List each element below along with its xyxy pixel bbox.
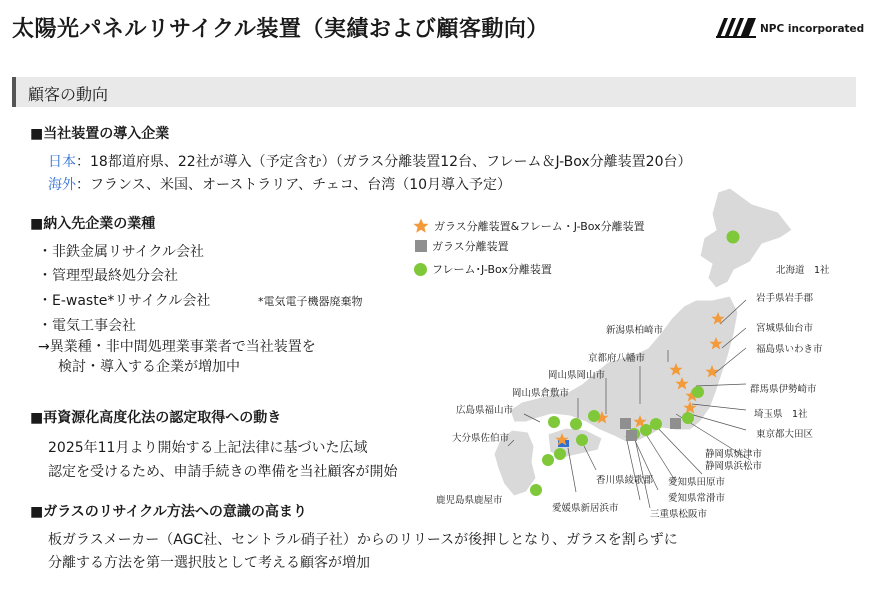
marker-circle [692, 386, 704, 398]
marker-circle [576, 434, 588, 446]
map-label-saitama: 埼玉県 1社 [754, 409, 808, 420]
section-header [12, 77, 856, 107]
map-label-okayama: 岡山県岡山市 [548, 370, 606, 381]
marker-circle [570, 418, 582, 430]
marker-circle [650, 418, 662, 430]
marker-circle [682, 412, 694, 424]
map-label-hamamatsu: 静岡県浜松市 [705, 461, 763, 472]
marker-circle [727, 231, 740, 244]
legend-circle-label: フレーム･J-Box分離装置 [432, 263, 552, 276]
law-heading: ■再資源化高度化法の認定取得への動き [30, 410, 282, 426]
marker-circle [554, 448, 566, 460]
glass-line2: 分離する方法を第一選択肢として考える顧客が増加 [48, 555, 370, 571]
marker-circle [548, 416, 560, 428]
map-label-kagoshima: 鹿児島県鹿屋市 [436, 495, 503, 506]
adoption-heading: ■当社装置の導入企業 [30, 126, 170, 142]
map-label-yaizu: 静岡県焼津市 [705, 449, 763, 460]
map-label-kagawa: 香川県綾歌郡 [596, 475, 654, 486]
japan-label: 日本 [48, 154, 76, 170]
glass-line1: 板ガラスメーカー（AGC社、セントラル硝子社）からのリリースが後押しとなり、ガラスを割らずに [48, 532, 678, 548]
industry-item: ・電気工事会社 [38, 318, 136, 334]
map-label-tahara: 愛知県田原市 [668, 477, 726, 488]
overseas-text: ：フランス、米国、オーストラリア、チェコ、台湾（10月導入予定） [76, 177, 512, 193]
map-label-fukushima: 福島県いわき市 [756, 344, 823, 355]
map-label-iwate: 岩手県岩手郡 [756, 293, 814, 304]
overseas-label: 海外 [48, 177, 76, 193]
section-title: 顧客の動向 [28, 85, 109, 104]
marker-circle [542, 454, 554, 466]
legend-star-label: ガラス分離装置&フレーム・J-Box分離装置 [434, 220, 645, 233]
map-label-gunma: 群馬県伊勢崎市 [750, 384, 817, 395]
map-label-oita: 大分県佐伯市 [452, 433, 510, 444]
industry-item: ・E-waste*リサイクル会社 [38, 293, 211, 309]
industries-note-line2: 検討・導入する企業が増加中 [58, 359, 240, 375]
map-label-hokkaido: 北海道 1社 [776, 265, 830, 276]
industries-heading: ■納入先企業の業種 [30, 216, 156, 232]
company-logo [714, 14, 864, 40]
marker-circle [530, 484, 542, 496]
map-label-hiroshima: 広島県福山市 [456, 405, 514, 416]
industries-note-line1: →異業種・非中間処理業事業者で当社装置を [38, 339, 316, 355]
japan-line [48, 151, 691, 171]
map-label-kyoto: 京都府八幡市 [588, 353, 646, 364]
law-line2: 認定を受けるため、申請手続きの準備を当社顧客が開始 [48, 464, 398, 480]
industry-item: ・非鉄金属リサイクル会社 [38, 244, 205, 260]
map-label-kurashiki: 岡山県倉敷市 [512, 388, 570, 399]
law-line1: 2025年11月より開始する上記法律に基づいた広域 [48, 440, 368, 456]
japan-text: ：18都道府県、22社が導入（予定含む）（ガラス分離装置12台、フレーム＆J-Box分離装置20台） [76, 154, 692, 170]
map-label-tokoname: 愛知県常滑市 [668, 493, 726, 504]
section-accent-bar [12, 77, 16, 107]
map-label-niigata: 新潟県柏崎市 [606, 325, 664, 336]
map-label-mie: 三重県松阪市 [650, 509, 708, 520]
marker-square [670, 418, 681, 429]
logo-mark-icon [714, 14, 758, 40]
map-label-miyagi: 宮城県仙台市 [756, 323, 814, 334]
logo-text: NPC incorporated [760, 23, 865, 35]
industry-item: ・管理型最終処分会社 [38, 268, 178, 284]
marker-square [620, 418, 631, 429]
map-label-tokyo: 東京都大田区 [756, 429, 814, 440]
page-title: 太陽光パネルリサイクル装置（実績および顧客動向） [12, 17, 549, 42]
glass-heading: ■ガラスのリサイクル方法への意識の高まり [30, 504, 307, 520]
legend-square-label: ガラス分離装置 [432, 240, 509, 253]
marker-square [626, 430, 637, 441]
map-label-ehime: 愛媛県新居浜市 [552, 503, 619, 514]
ewaste-footnote: *電気電子機器廃棄物 [258, 295, 363, 308]
marker-circle [588, 410, 600, 422]
